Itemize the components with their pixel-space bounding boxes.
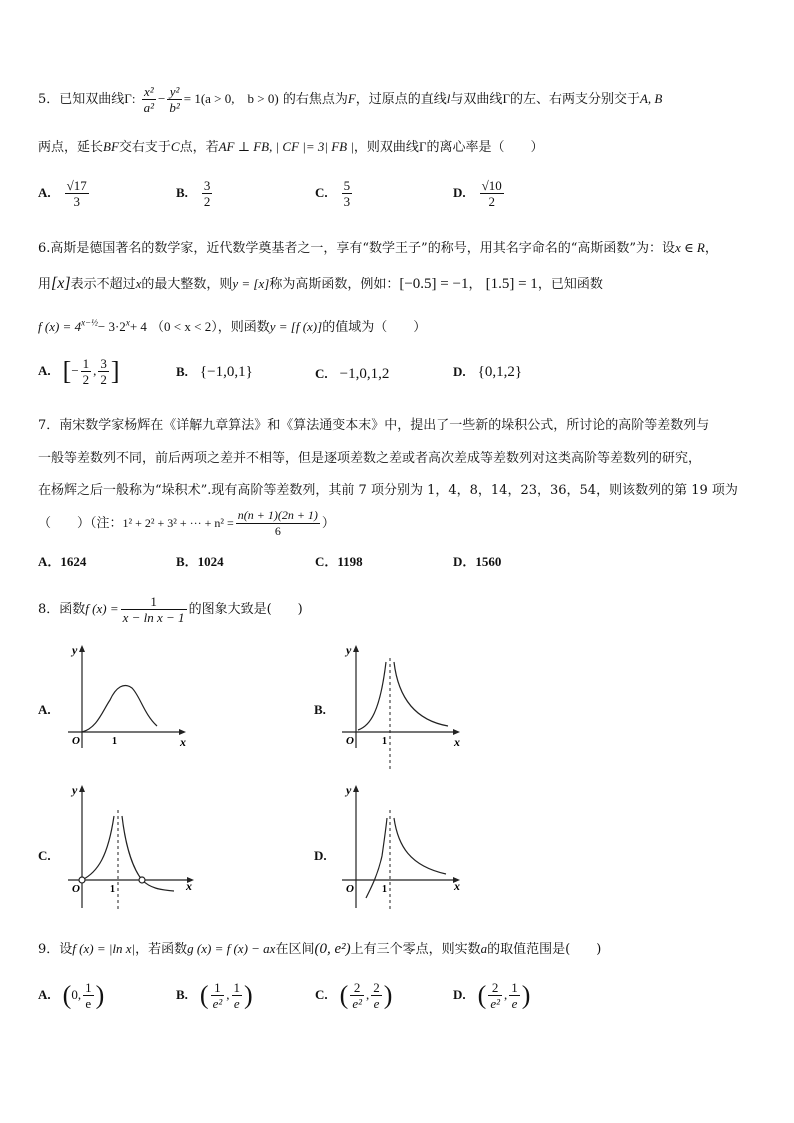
- q9-option-c[interactable]: C. ( $\frac{2}{\text{e²}}$ , $\frac{2}{e}$ ): [315, 980, 393, 1011]
- graph-b-origin: O: [346, 735, 354, 747]
- q8-graph-b-label[interactable]: B.: [314, 702, 326, 717]
- q7-option-d[interactable]: D．1560: [453, 554, 502, 569]
- q8-line1: 8．函数f (x) = $\frac{1}{\text{x − ln x − 1}}$ 的图象大致是( ): [38, 594, 303, 625]
- q5-line2: 两点，延长BF交右支于C点，若AF ⊥ FB, | CF |= 3| FB |，则双曲线Γ的离心率是（ ）: [38, 139, 544, 155]
- q9-number: 9．: [38, 942, 60, 957]
- q7-number: 7．: [38, 418, 60, 433]
- q7-line3: 在杨辉之后一般称为“垛积术”.现有高阶等差数列，其前 7 项分别为 1，4，8，14，23，36，54，则该数列的第 19 项为: [38, 483, 738, 498]
- q8-graph-b: [336, 640, 466, 775]
- q9-option-d[interactable]: D. ( $\frac{2}{\text{e²}}$ , $\frac{1}{e}$ ): [453, 980, 531, 1011]
- graph-c-zero-point: [139, 877, 145, 883]
- q5-frac-x: $\frac{\text{x²}}{\text{a²}}$: [143, 84, 154, 115]
- q7-option-b[interactable]: B．1024: [176, 554, 224, 569]
- graph-a-y-label: y: [72, 643, 78, 657]
- q8-graph-d: [336, 780, 466, 915]
- q8-graph-d-label[interactable]: D.: [314, 848, 327, 863]
- q5-option-b[interactable]: B. $\frac{3}{2}$: [176, 178, 211, 209]
- graph-d-y-arrow: [353, 785, 359, 792]
- q5-number: 5．: [38, 92, 60, 107]
- q7-option-c[interactable]: C．1198: [315, 554, 363, 569]
- graph-b-curve-left: [358, 662, 386, 730]
- q9-option-a[interactable]: A. (0, $\frac{1}{e}$ ): [38, 980, 105, 1011]
- graph-a-curve: [82, 685, 157, 732]
- q6-option-a[interactable]: A. [− $\frac{1}{2}$ , $\frac{3}{2}$ ]: [38, 356, 120, 387]
- graph-a-origin: O: [72, 735, 80, 747]
- graph-a-x-label: x: [180, 735, 186, 749]
- graph-c-origin: O: [72, 883, 80, 895]
- graph-c-curve-left: [82, 816, 114, 880]
- q6-line1: 6.高斯是德国著名的数学家，近代数学奠基者之一，享有“数学王子”的称号，用其名字命名的“高斯函数”为：设x ∈ R，: [38, 240, 718, 256]
- q6-line2: 用[x]表示不超过x的最大整数，则y = [x]称为高斯函数，例如：[−0.5] = −1， [1.5] = 1，已知函数: [38, 275, 603, 292]
- q6-option-c[interactable]: C. −1,0,1,2: [315, 366, 390, 382]
- q6-number: 6.: [38, 241, 51, 256]
- graph-c-y-arrow: [79, 785, 85, 792]
- graph-b-x-label: x: [454, 735, 460, 749]
- q6-option-b[interactable]: B. {−1,0,1}: [176, 364, 253, 380]
- q8-graph-c: [62, 780, 202, 915]
- q9-option-b[interactable]: B. ( $\frac{1}{\text{e²}}$ , $\frac{1}{e}$ ): [176, 980, 253, 1011]
- graph-d-tick-1: 1: [382, 884, 387, 895]
- q7-line2: 一般等差数列不同，前后两项之差并不相等，但是逐项差数之差或者高次差成等差数列对这类高阶等差数列的研究，: [38, 451, 702, 466]
- q9-line1: 9．设f (x) = |ln x|，若函数g (x) = f (x) − ax在区间(0, e²)上有三个零点，则实数a的取值范围是( ): [38, 941, 602, 957]
- q7-option-a[interactable]: A．1624: [38, 554, 87, 569]
- graph-b-curve-right: [394, 662, 448, 726]
- graph-d-y-label: y: [346, 783, 352, 797]
- q5-option-a[interactable]: A. $\frac{√17}{3}$: [38, 178, 87, 209]
- q8-graph-a: [62, 640, 192, 750]
- q7-line1: 7．南宋数学家杨辉在《详解九章算法》和《算法通变本末》中，提出了一些新的垛积公式，所讨论的高阶等差数列与: [38, 418, 710, 433]
- q5-line1: 5．已知双曲线Γ: $\frac{\text{x²}}{\text{a²}}$ − $\frac{\text{y²}}{\text{b²}}$ = 1(a > 0, b > 0) 的右焦点为F，过原点的直线l与双曲线Γ的左、右两支分别交于A, B: [38, 84, 663, 115]
- graph-d-curve-right: [394, 818, 446, 874]
- q7-line4: （ ）（注：1² + 2² + 3² + ··· + n² = $\frac{n(n + 1)(2n + 1)}{6}$ ）: [38, 508, 335, 538]
- q5-option-d[interactable]: D. $\frac{√10}{2}$: [453, 178, 502, 209]
- graph-b-tick-1: 1: [382, 736, 387, 747]
- q6-option-d[interactable]: D. {0,1,2}: [453, 364, 523, 380]
- graph-c-x-label: x: [186, 879, 192, 893]
- graph-a-y-arrow: [79, 645, 85, 652]
- graph-b-y-arrow: [353, 645, 359, 652]
- q8-graph-a-label[interactable]: A.: [38, 702, 51, 717]
- graph-b-y-label: y: [346, 643, 352, 657]
- graph-d-x-label: x: [454, 879, 460, 893]
- q6-line3: f $(x) = 4^{x-\frac{1}{2}}- 3\cdot 2^x+ 4$ （0 < x < 2），则函数y = [f (x)]的值域为（ ）: [38, 317, 427, 335]
- q8-graph-c-label[interactable]: C.: [38, 848, 51, 863]
- q5-frac-y: $\frac{\text{y²}}{\text{b²}}$: [169, 84, 180, 115]
- graph-c-tick-1: 1: [110, 884, 115, 895]
- graph-a-tick-1: 1: [112, 736, 117, 747]
- graph-c-y-label: y: [72, 783, 78, 797]
- graph-d-origin: O: [346, 883, 354, 895]
- q5-option-c[interactable]: C. $\frac{5}{3}$: [315, 178, 351, 209]
- q8-number: 8．: [38, 602, 60, 617]
